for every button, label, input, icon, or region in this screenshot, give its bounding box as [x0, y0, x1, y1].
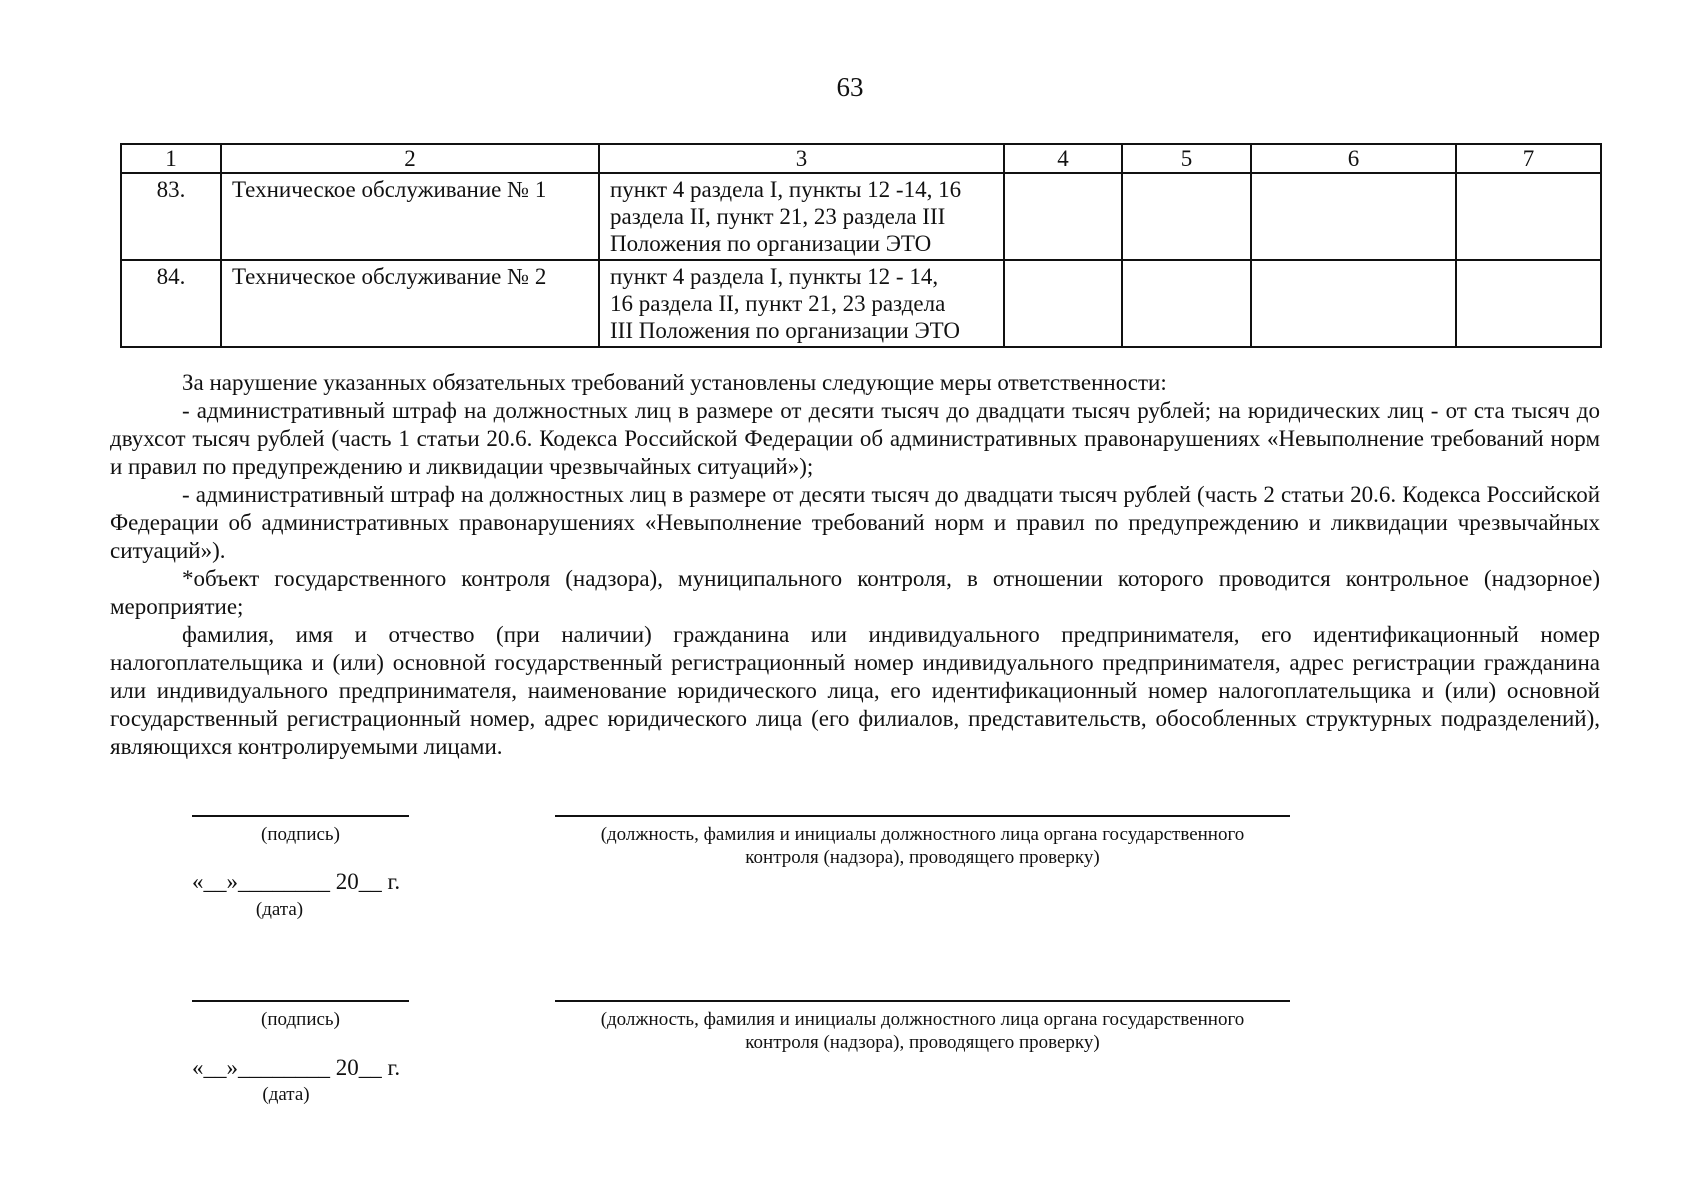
signature-caption: (подпись): [261, 824, 340, 845]
signature-line: [192, 815, 409, 817]
row-reference: [599, 260, 1004, 347]
reference-line: Положения по организации ЭТО: [610, 231, 932, 256]
signature-caption: (подпись): [261, 1009, 340, 1030]
row-number: 83.: [121, 173, 221, 260]
official-caption-line: (должность, фамилия и инициалы должностного лица органа государственного: [600, 824, 1245, 845]
date-caption: (дата): [255, 899, 304, 920]
column-header: 5: [1122, 144, 1251, 173]
paragraph: фамилия, имя и отчество (при наличии) гражданина или индивидуального предпринимателя, его идентификационный номер налогоплательщика и (или) основной государственный регистрационный номер индивидуального предпринимателя, адрес регистрации гражданина или индивидуального предпринимателя, наименование юридического лица, его идентификационный номер налогоплательщика и (или) основной государственный регистрационный номер, адрес юридического лица (его филиалов, представительств, обособленных структурных подразделений), являющихся контролируемыми лицами.: [110, 622, 1600, 759]
official-caption: [555, 1008, 1290, 1054]
empty-cell: [1122, 173, 1251, 260]
official-line: [555, 815, 1290, 817]
requirements-table: [120, 143, 1602, 348]
page-number: 63: [836, 72, 864, 102]
row-reference: [599, 173, 1004, 260]
empty-cell: [1456, 173, 1601, 260]
row-name: Техническое обслуживание № 2: [221, 260, 599, 347]
table-header-row: [121, 144, 1601, 173]
column-header: 1: [121, 144, 221, 173]
table-row: [121, 260, 1601, 347]
liability-text: [110, 369, 1600, 761]
table-row: [121, 173, 1601, 260]
official-caption-line: контроля (надзора), проводящего проверку): [745, 847, 1100, 868]
date-field: «__»________ 20__ г.: [192, 869, 401, 894]
column-header: 3: [599, 144, 1004, 173]
column-header: 6: [1251, 144, 1456, 173]
empty-cell: [1004, 260, 1122, 347]
empty-cell: [1251, 260, 1456, 347]
paragraph: *объект государственного контроля (надзора), муниципального контроля, в отношении которого проводится контрольное (надзорное) мероприятие;: [110, 566, 1600, 619]
signature-line: [192, 1000, 409, 1002]
date-caption: (дата): [262, 1084, 310, 1105]
column-header: 7: [1456, 144, 1601, 173]
paragraph: За нарушение указанных обязательных требований установлены следующие меры ответственности:: [182, 370, 1167, 395]
reference-line: пункт 4 раздела I, пункты 12 -14, 16: [610, 177, 962, 202]
reference-line: раздела II, пункт 21, 23 раздела III: [610, 204, 946, 229]
row-number: 84.: [121, 260, 221, 347]
date-field: «__»________ 20__ г.: [192, 1055, 401, 1080]
reference-line: 16 раздела II, пункт 21, 23 раздела: [610, 291, 946, 316]
empty-cell: [1004, 173, 1122, 260]
empty-cell: [1456, 260, 1601, 347]
empty-cell: [1122, 260, 1251, 347]
reference-line: III Положения по организации ЭТО: [610, 318, 961, 343]
official-caption: [555, 823, 1290, 869]
paragraph: - административный штраф на должностных лиц в размере от десяти тысяч до двадцати тысяч рублей (часть 2 статьи 20.6. Кодекса Российской Федерации об административных правонарушениях «Невыполнение требований норм и правил по предупреждению и ликвидации чрезвычайных ситуаций»).: [110, 482, 1600, 563]
column-header: 4: [1004, 144, 1122, 173]
paragraph: - административный штраф на должностных лиц в размере от десяти тысяч до двадцати тысяч рублей; на юридических лиц - от ста тысяч до двухсот тысяч рублей (часть 1 статьи 20.6. Кодекса Российской Федерации об административных правонарушениях «Невыполнение требований норм и правил по предупреждению и ликвидации чрезвычайных ситуаций»);: [110, 398, 1600, 479]
reference-line: пункт 4 раздела I, пункты 12 - 14,: [610, 264, 939, 289]
official-caption-line: (должность, фамилия и инициалы должностного лица органа государственного: [600, 1009, 1245, 1030]
official-line: [555, 1000, 1290, 1002]
column-header: 2: [221, 144, 599, 173]
official-caption-line: контроля (надзора), проводящего проверку): [745, 1032, 1100, 1053]
row-name: Техническое обслуживание № 1: [221, 173, 599, 260]
empty-cell: [1251, 173, 1456, 260]
